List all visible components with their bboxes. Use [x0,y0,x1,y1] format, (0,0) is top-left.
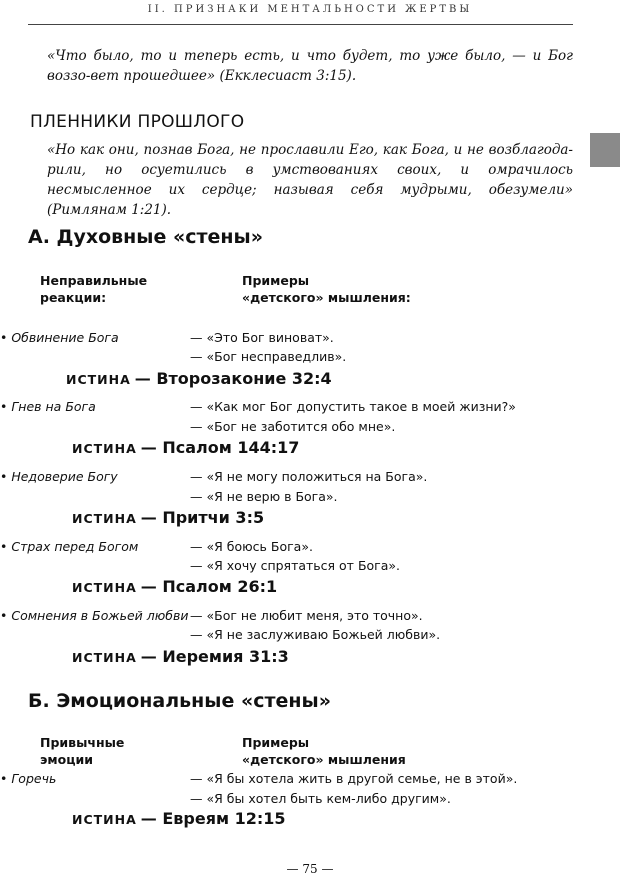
running-head: II. ПРИЗНАКИ МЕНТАЛЬНОСТИ ЖЕРТВЫ [147,4,473,15]
truth-reference [72,809,286,828]
block-a-title: А. Духовные «стены» [28,226,264,248]
truth-verse: — Евреям 12:15 [140,809,286,828]
column-header-line: Примеры [242,273,310,288]
entry-reaction: • Обвинение Бога [0,330,119,345]
truth-label: ИСТИНА [72,511,137,526]
entry-quote: — «Я хочу спрятаться от Бога». [190,558,401,573]
truth-verse: — Псалом 26:1 [140,577,278,596]
block-a-column-right-header [242,272,411,306]
block-a-column-left-header [40,272,147,306]
truth-label: ИСТИНА [72,812,137,827]
entry-quote: — «Как мог Бог допустить такое в моей жизни?» [190,399,516,414]
truth-label: ИСТИНА [66,372,131,387]
truth-reference [72,508,264,527]
column-header-line: реакции: [40,290,107,305]
chapter-tab-marker [590,133,620,167]
column-header-line: эмоции [40,752,93,767]
entry-reaction: • Недоверие Богу [0,469,118,484]
entry-quote: — «Я не заслуживаю Божьей любви». [190,627,441,642]
truth-verse: — Второзаконие 32:4 [134,369,332,388]
block-b-column-right-header [242,734,406,768]
header-rule [28,24,573,25]
page-number: — 75 — [286,862,334,876]
entry-quote: — «Я бы хотела жить в другой семье, не в этой». [190,771,518,786]
entry-reaction: • Гнев на Бога [0,399,96,414]
truth-reference [72,647,289,666]
section-label: ПЛЕННИКИ ПРОШЛОГО [30,112,245,132]
truth-reference [72,438,299,457]
truth-label: ИСТИНА [72,650,137,665]
entry-quote: — «Бог не заботится обо мне». [190,419,396,434]
truth-verse: — Псалом 144:17 [140,438,300,457]
epigraph-ecclesiastes: «Что было, то и теперь есть, и что будет, то уже было, — и Бог воззо-вет прошедшее» (Екклесиаст 3:15). [47,48,573,84]
column-header-line: «детского» мышления: [242,290,411,305]
truth-verse: — Притчи 3:5 [140,508,265,527]
entry-quote: — «Я боюсь Бога». [190,539,313,554]
epigraph-romans: «Но как они, познав Бога, не прославили Его, как Бога, и не возблагода-рили, но осуетились в умствованиях своих, и омрачилось несмысленное их сердце; называя себя мудрыми, обезумели» (Римлянам 1:21). [47,142,573,218]
entry-reaction: • Страх перед Богом [0,539,139,554]
entry-quote: — «Бог несправедлив». [190,349,347,364]
entry-quote: — «Бог не любит меня, это точно». [190,608,423,623]
block-b-title: Б. Эмоциональные «стены» [28,690,331,712]
entry-quote: — «Это Бог виноват». [190,330,334,345]
entry-emotion: • Горечь [0,771,57,786]
entry-quote: — «Я не верю в Бога». [190,489,338,504]
truth-label: ИСТИНА [72,580,137,595]
entry-reaction: • Сомнения в Божьей любви [0,608,189,623]
column-header-line: «детского» мышления [242,752,406,767]
column-header-line: Привычные [40,735,125,750]
entry-quote: — «Я не могу положиться на Бога». [190,469,428,484]
entry-quote: — «Я бы хотел быть кем-либо другим». [190,791,451,806]
column-header-line: Примеры [242,735,310,750]
truth-reference [66,369,332,388]
truth-label: ИСТИНА [72,441,137,456]
truth-verse: — Иеремия 31:3 [140,647,289,666]
truth-reference [72,577,277,596]
block-b-column-left-header [40,734,124,768]
column-header-line: Неправильные [40,273,148,288]
